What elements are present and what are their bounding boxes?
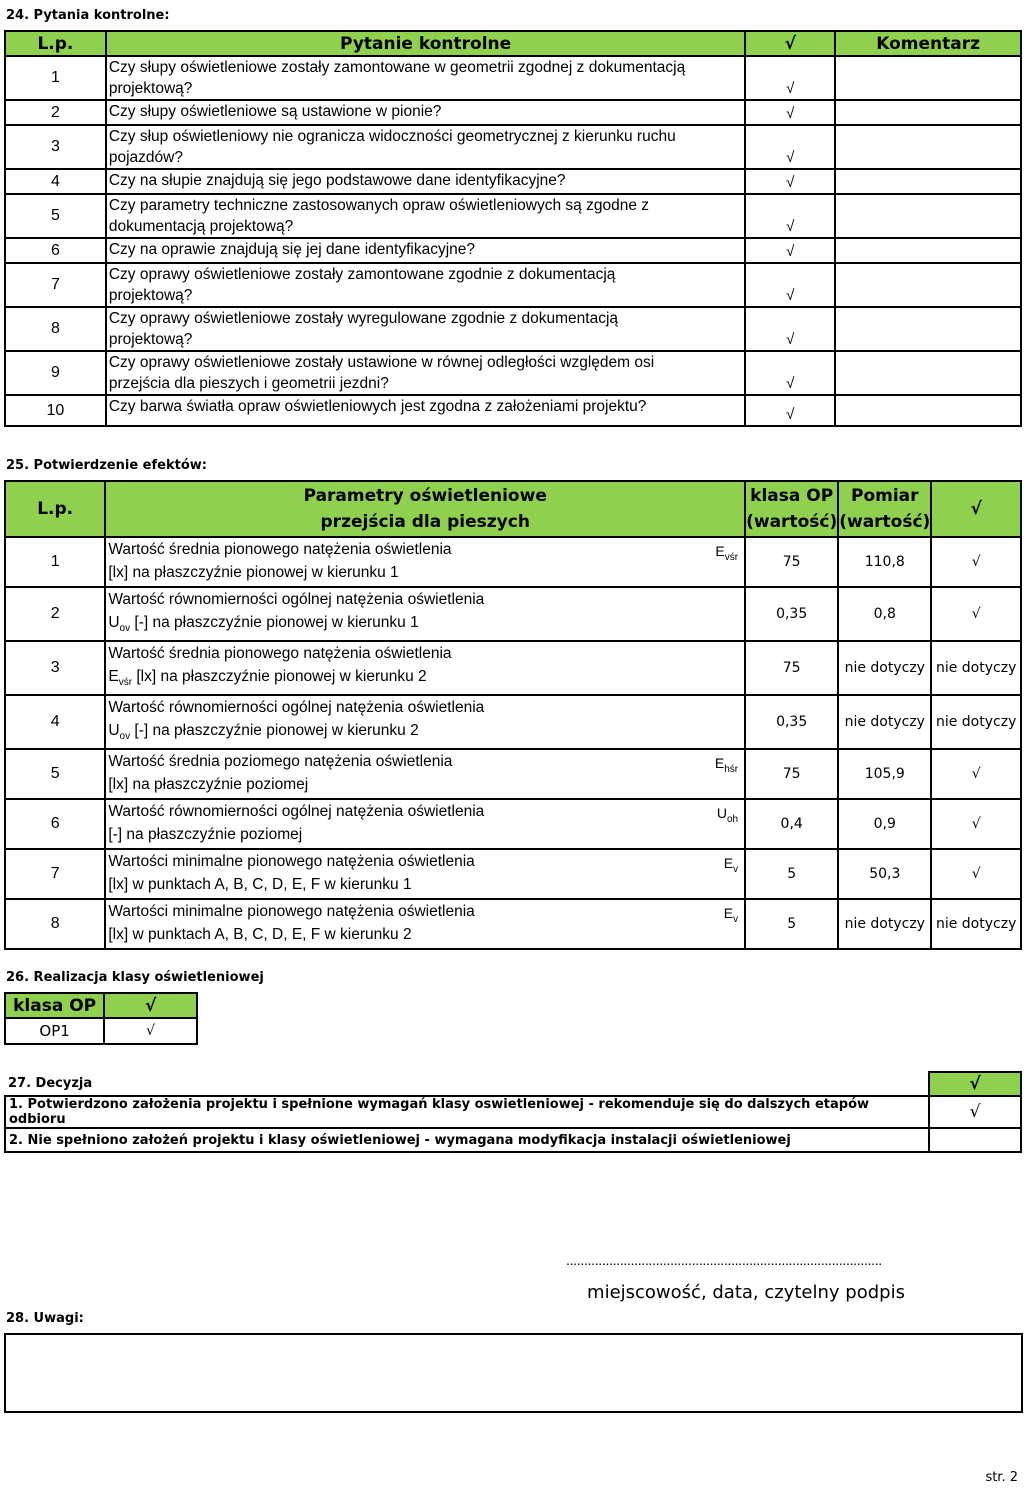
question-line1: Czy słup oświetleniowy nie ogranicza widoczności geometrycznej z kierunku ruchu (108, 128, 676, 145)
question-line1: Czy oprawy oświetleniowe zostały wyregulowane zgodnie z dokumentacją (108, 310, 619, 327)
question-check[interactable]: √ (745, 125, 835, 169)
decision-table (4, 1071, 1022, 1153)
header-class-line2: (wartość) (746, 512, 838, 532)
parameter-symbol: U (108, 614, 120, 631)
table-row (5, 641, 1021, 695)
header-comment: Komentarz (835, 31, 1021, 56)
parameter-symbol (717, 802, 738, 831)
table-row (5, 899, 1021, 949)
parameter-line2 (108, 561, 744, 584)
lighting-class-table (4, 992, 198, 1045)
parameter-line2-text: [-] na płaszczyźnie pionowej w kierunku 1 (130, 614, 419, 631)
signature-label: miejscowość, data, czytelny podpis (587, 1282, 905, 1303)
comment-field[interactable] (835, 194, 1021, 238)
table-row (5, 695, 1021, 749)
table-row (5, 100, 1021, 125)
table-row (5, 125, 1021, 169)
table-row (5, 749, 1021, 799)
parameter-symbol (715, 752, 738, 781)
section-25-title: 25. Potwierdzenie efektów: (6, 458, 207, 473)
class-value: OP1 (5, 1018, 104, 1044)
parameter-text (105, 899, 745, 949)
table-row (5, 587, 1021, 641)
question-check[interactable]: √ (745, 263, 835, 307)
question-text (106, 238, 746, 263)
table-row (5, 849, 1021, 899)
section-27-title: 27. Decyzja (5, 1072, 929, 1096)
header-check: √ (931, 481, 1021, 537)
parameter-line1: Wartość równomierności ogólnej natężenia oświetlenia (108, 591, 485, 608)
symbol-sub: v (733, 864, 739, 876)
symbol-sub: vśr (724, 551, 739, 563)
class-value: 75 (745, 749, 838, 799)
question-check[interactable]: √ (745, 307, 835, 351)
effects-confirmation-table (4, 480, 1022, 950)
symbol-letter: E (723, 905, 734, 922)
measurement-value[interactable]: nie dotyczy (838, 695, 931, 749)
header-question: Pytanie kontrolne (106, 31, 746, 56)
question-text (106, 395, 746, 426)
row-number: 6 (5, 238, 106, 263)
question-line1: Czy parametry techniczne zastosowanych opraw oświetleniowych są zgodne z (108, 197, 650, 214)
row-number: 8 (5, 899, 105, 949)
effect-check[interactable]: nie dotyczy (931, 899, 1021, 949)
question-check[interactable]: √ (745, 100, 835, 125)
parameter-symbol (724, 902, 738, 931)
question-text (106, 56, 746, 100)
decision-option-2: 2. Nie spełniono założeń projektu i klasy oświetleniowej - wymagana modyfikacja instalacji oświetleniowej (5, 1128, 929, 1152)
effect-check[interactable]: √ (931, 849, 1021, 899)
question-check[interactable]: √ (745, 56, 835, 100)
parameter-line2 (108, 611, 744, 640)
question-line2: projektową? (108, 80, 193, 97)
question-line1: Czy oprawy oświetleniowe zostały ustawione w równej odległości względem osi (108, 354, 655, 371)
control-questions-table (4, 30, 1022, 427)
header-class (745, 481, 838, 537)
section-24-title: 24. Pytania kontrolne: (6, 8, 170, 23)
header-measurement (838, 481, 931, 537)
question-line1: Czy na oprawie znajdują się jej dane identyfikacyjne? (108, 241, 476, 258)
parameter-line2-text: [lx] na płaszczyźnie pionowej w kierunku 2 (132, 668, 427, 686)
header-lp: L.p. (5, 481, 105, 537)
comment-field[interactable] (835, 395, 1021, 426)
parameter-line2-text: [-] na płaszczyźnie pionowej w kierunku 2 (130, 722, 419, 740)
parameter-symbol (724, 852, 738, 881)
row-number: 4 (5, 695, 105, 749)
page-number: str. 2 (985, 1470, 1018, 1485)
question-check[interactable]: √ (745, 238, 835, 263)
parameter-symbol-sub: vśr (118, 677, 133, 689)
question-text (106, 125, 746, 169)
parameter-line2-text: [lx] w punktach A, B, C, D, E, F w kierunku 2 (108, 926, 412, 944)
class-check: √ (104, 1018, 197, 1044)
question-line2: projektową? (108, 331, 193, 348)
comment-field[interactable] (835, 263, 1021, 307)
measurement-value[interactable]: nie dotyczy (838, 899, 931, 949)
parameter-line2-text: [lx] na płaszczyźnie pionowej w kierunku 1 (108, 564, 399, 581)
class-value: 0,4 (745, 799, 838, 849)
class-value: 5 (745, 899, 838, 949)
header-check: √ (745, 31, 835, 56)
header-measurement-line1: Pomiar (851, 486, 919, 506)
measurement-value[interactable]: 110,8 (838, 537, 931, 587)
parameter-line2 (108, 719, 744, 748)
parameter-line2-text: [lx] w punktach A, B, C, D, E, F w kierunku 1 (108, 876, 412, 894)
decision-option-1-check[interactable]: √ (929, 1096, 1021, 1128)
row-number: 7 (5, 849, 105, 899)
parameter-symbol: E (108, 668, 119, 686)
parameter-text (105, 749, 745, 799)
section-26-title: 26. Realizacja klasy oświetleniowej (6, 970, 264, 985)
comment-field[interactable] (835, 100, 1021, 125)
section-28-title: 28. Uwagi: (6, 1311, 84, 1326)
table-row (5, 537, 1021, 587)
header-parameters-line1: Parametry oświetleniowe (303, 486, 547, 506)
parameter-line2 (108, 873, 744, 896)
effect-check[interactable]: nie dotyczy (931, 695, 1021, 749)
question-line1: Czy barwa światła opraw oświetleniowych jest zgodna z założeniami projektu? (108, 398, 647, 415)
table-row (5, 56, 1021, 100)
table-row (5, 799, 1021, 849)
question-line2: dokumentacją projektową? (108, 218, 294, 235)
question-text (106, 194, 746, 238)
comment-field[interactable] (835, 238, 1021, 263)
signature-line: ........................................................................................ (566, 1252, 882, 1268)
row-number: 2 (5, 100, 106, 125)
parameter-text (105, 849, 745, 899)
question-line2: pojazdów? (108, 149, 183, 166)
symbol-letter: E (723, 855, 734, 872)
question-check[interactable]: √ (745, 169, 835, 194)
class-value: 75 (745, 537, 838, 587)
row-number: 1 (5, 56, 106, 100)
table-row (5, 169, 1021, 194)
parameter-line1: Wartość średnia pionowego natężenia oświetlenia (108, 541, 452, 558)
question-line2: przejścia dla pieszych i geometrii jezdni? (108, 375, 389, 392)
header-lp: L.p. (5, 31, 106, 56)
question-check[interactable]: √ (745, 194, 835, 238)
row-number: 4 (5, 169, 106, 194)
notes-field[interactable] (4, 1333, 1023, 1413)
effect-check[interactable]: √ (931, 537, 1021, 587)
parameter-line2 (108, 665, 744, 694)
question-line1: Czy na słupie znajdują się jego podstawowe dane identyfikacyjne? (108, 172, 566, 189)
symbol-letter: E (715, 543, 725, 559)
question-line1: Czy słupy oświetleniowe są ustawione w pionie? (108, 103, 442, 120)
parameter-symbol-sub: ov (119, 623, 131, 635)
header-class-op: klasa OP (5, 993, 104, 1018)
row-number: 5 (5, 749, 105, 799)
parameter-line2 (108, 823, 744, 846)
row-number: 3 (5, 125, 106, 169)
measurement-value[interactable]: nie dotyczy (838, 641, 931, 695)
class-value: 5 (745, 849, 838, 899)
question-check[interactable]: √ (745, 395, 835, 426)
parameter-text (105, 799, 745, 849)
row-number: 3 (5, 641, 105, 695)
comment-field[interactable] (835, 307, 1021, 351)
effect-check[interactable]: √ (931, 749, 1021, 799)
comment-field[interactable] (835, 56, 1021, 100)
table-row (5, 351, 1021, 395)
symbol-letter: U (716, 805, 727, 822)
parameter-symbol (715, 540, 738, 569)
question-check[interactable]: √ (745, 351, 835, 395)
question-line1: Czy słupy oświetleniowe zostały zamontowane w geometrii zgodnej z dokumentacją (108, 59, 686, 76)
effect-check[interactable]: nie dotyczy (931, 641, 1021, 695)
effect-check[interactable]: √ (931, 799, 1021, 849)
parameter-text (105, 537, 745, 587)
parameter-line2-text: [-] na płaszczyźnie poziomej (108, 826, 303, 844)
question-text (106, 263, 746, 307)
header-check: √ (104, 993, 197, 1018)
row-number: 1 (5, 537, 105, 587)
symbol-sub: hśr (724, 764, 739, 776)
question-text (106, 169, 746, 194)
table-row (5, 263, 1021, 307)
class-value: 0,35 (745, 587, 838, 641)
measurement-value[interactable]: 50,3 (838, 849, 931, 899)
parameter-line1: Wartości minimalne pionowego natężenia oświetlenia (108, 903, 475, 921)
parameter-line1: Wartości minimalne pionowego natężenia oświetlenia (108, 853, 475, 871)
header-measurement-line2: (wartość) (839, 512, 931, 532)
parameter-line1: Wartość równomierności ogólnej natężenia oświetlenia (108, 803, 485, 821)
class-value: 75 (745, 641, 838, 695)
header-class-line1: klasa OP (750, 486, 834, 506)
parameter-line2 (108, 773, 744, 796)
measurement-value[interactable]: 0,9 (838, 799, 931, 849)
effect-check[interactable]: √ (931, 587, 1021, 641)
symbol-sub: oh (726, 814, 739, 826)
parameter-text (105, 587, 745, 641)
question-text (106, 307, 746, 351)
parameter-line1: Wartość średnia pionowego natężenia oświetlenia (108, 645, 452, 663)
decision-option-2-check[interactable] (929, 1128, 1021, 1152)
table-row (5, 238, 1021, 263)
symbol-letter: E (714, 755, 725, 772)
question-text (106, 351, 746, 395)
parameter-line1: Wartość średnia poziomego natężenia oświetlenia (108, 753, 453, 771)
header-parameters-line2: przejścia dla pieszych (320, 512, 530, 532)
question-text (106, 100, 746, 125)
row-number: 8 (5, 307, 106, 351)
question-line1: Czy oprawy oświetleniowe zostały zamontowane zgodnie z dokumentacją (108, 266, 616, 283)
parameter-line1: Wartość równomierności ogólnej natężenia oświetlenia (108, 699, 485, 717)
question-line2: projektową? (108, 287, 193, 304)
header-check: √ (929, 1072, 1021, 1096)
parameter-symbol: U (108, 722, 120, 740)
parameter-symbol-sub: ov (119, 731, 131, 743)
row-number: 7 (5, 263, 106, 307)
parameter-line2 (108, 923, 744, 946)
row-number: 6 (5, 799, 105, 849)
table-row (5, 395, 1021, 426)
parameter-line2-text: [lx] na płaszczyźnie poziomej (108, 776, 309, 794)
symbol-sub: v (733, 914, 739, 926)
parameter-text (105, 641, 745, 695)
row-number: 5 (5, 194, 106, 238)
measurement-value[interactable]: 105,9 (838, 749, 931, 799)
comment-field[interactable] (835, 125, 1021, 169)
comment-field[interactable] (835, 351, 1021, 395)
row-number: 9 (5, 351, 106, 395)
table-row (5, 307, 1021, 351)
decision-option-1: 1. Potwierdzono założenia projektu i spełnione wymagań klasy oswietleniowej - rekomenduje się do dalszych etapów odbioru (5, 1096, 929, 1128)
row-number: 2 (5, 587, 105, 641)
header-parameters (105, 481, 745, 537)
table-row (5, 194, 1021, 238)
comment-field[interactable] (835, 169, 1021, 194)
parameter-text (105, 695, 745, 749)
measurement-value[interactable]: 0,8 (838, 587, 931, 641)
class-value: 0,35 (745, 695, 838, 749)
row-number: 10 (5, 395, 106, 426)
